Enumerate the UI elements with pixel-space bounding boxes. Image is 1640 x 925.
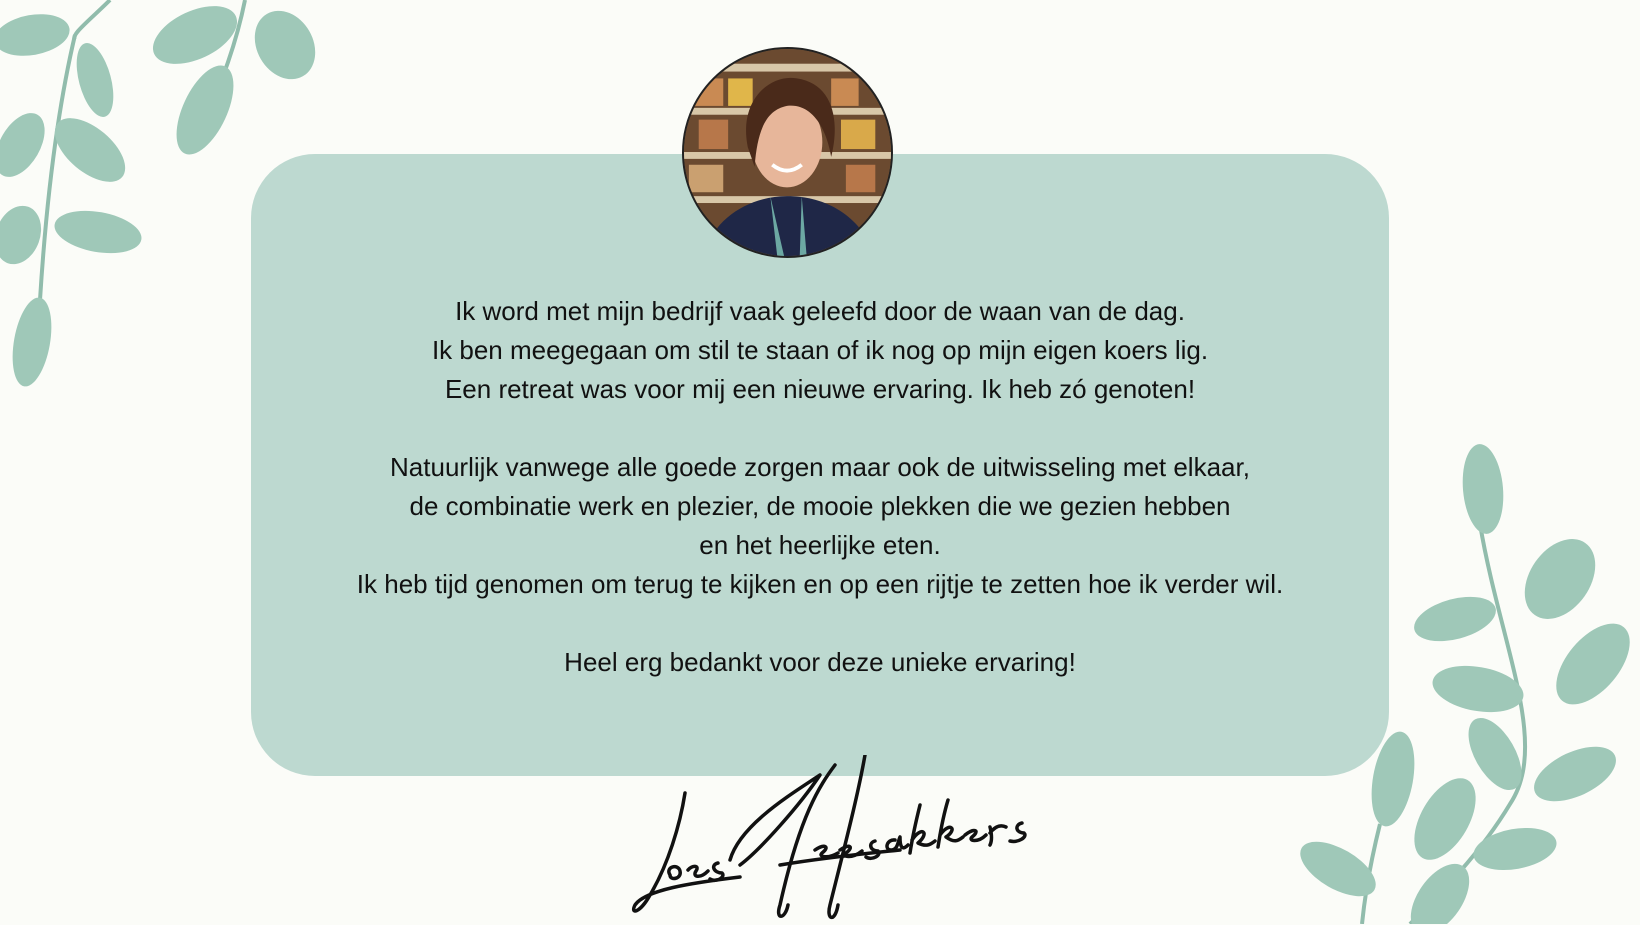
- quote-line: Ik ben meegegaan om stil te staan of ik nog op mijn eigen koers lig.: [431, 335, 1209, 365]
- quote-line: Heel erg bedankt voor deze unieke ervaring!: [564, 647, 1076, 677]
- avatar: [682, 47, 893, 258]
- quote-line: Natuurlijk vanwege alle goede zorgen maar ook de uitwisseling met elkaar,: [390, 452, 1250, 482]
- quote-line: en het heerlijke eten.: [699, 530, 941, 560]
- quote-line: Ik word met mijn bedrijf vaak geleefd door de waan van de dag.: [455, 296, 1185, 326]
- avatar-photo: [684, 49, 891, 256]
- quote-line: Ik heb tijd genomen om terug te kijken en op een rijtje te zetten hoe ik verder wil.: [356, 569, 1284, 599]
- quote-line: de combinatie werk en plezier, de mooie plekken die we gezien hebben: [409, 491, 1231, 521]
- quote-paragraph: [251, 292, 1389, 409]
- quote-paragraph: [251, 448, 1389, 604]
- testimonial-quote: [251, 292, 1389, 682]
- quote-paragraph: [251, 643, 1389, 682]
- quote-line: Een retreat was voor mij een nieuwe ervaring. Ik heb zó genoten!: [444, 374, 1196, 404]
- signature-loes-heesakkers: [630, 755, 1050, 925]
